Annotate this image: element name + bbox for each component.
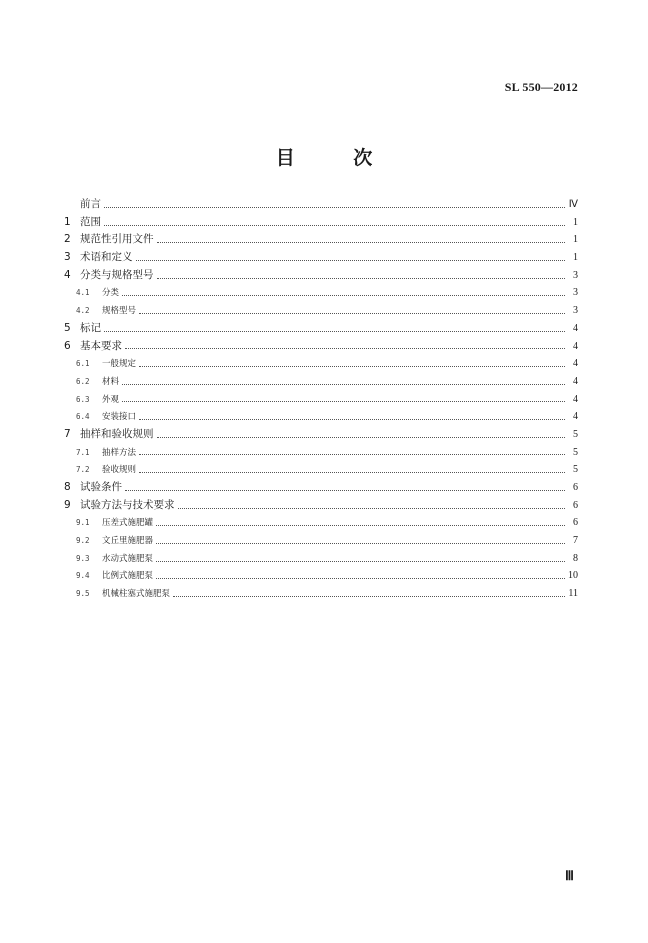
toc-entry-number: 2 [64, 233, 71, 246]
toc-entry-label: 分类 [102, 288, 120, 299]
toc-entry-number: 9.4 [76, 571, 90, 581]
toc-entry[interactable] [64, 338, 578, 356]
toc-entry[interactable] [64, 249, 578, 267]
toc-entry-page: 5 [573, 464, 578, 476]
toc-entry-page: 3 [573, 269, 578, 281]
toc-entry-number: 4.2 [76, 306, 90, 316]
toc-dot-leader [157, 241, 566, 243]
toc-entry-number: 6.4 [76, 412, 90, 422]
toc-entry-number: 9 [64, 498, 71, 511]
toc-entry[interactable] [64, 302, 578, 320]
toc-entry-page: 6 [573, 517, 578, 529]
toc-entry-page: 1 [573, 216, 578, 228]
toc-entry[interactable] [64, 355, 578, 373]
toc-entry-label: 水动式施肥泵 [102, 553, 154, 564]
toc-entry-number: 6 [64, 339, 71, 352]
toc-entry-number: 4.1 [76, 288, 90, 298]
toc-entry-label: 试验方法与技术要求 [80, 498, 175, 511]
toc-dot-leader [125, 347, 565, 349]
toc-dot-leader [173, 595, 565, 597]
toc-entry-page: 1 [573, 234, 578, 246]
toc-entry-number: 1 [64, 215, 71, 228]
toc-entry-label: 一般规定 [102, 359, 137, 370]
toc-entry-label: 比例式施肥泵 [102, 571, 154, 582]
toc-entry[interactable] [64, 373, 578, 391]
toc-entry-label: 术语和定义 [80, 251, 133, 264]
toc-entry-page: 11 [568, 588, 578, 600]
toc-entry-label: 外观 [102, 394, 120, 405]
toc-entry[interactable] [64, 231, 578, 249]
toc-entry[interactable] [64, 479, 578, 497]
toc-dot-leader [122, 400, 565, 402]
toc-entry-label: 基本要求 [80, 339, 122, 352]
toc-dot-leader [104, 330, 565, 332]
toc-entry-number: 7 [64, 427, 71, 440]
toc-entry-number: 4 [64, 268, 71, 281]
toc-entry-page: 4 [573, 411, 578, 423]
toc-entry-page: 10 [568, 570, 578, 582]
toc-entry[interactable] [64, 196, 578, 214]
toc-dot-leader [139, 418, 565, 420]
toc-dot-leader [156, 542, 565, 544]
toc-entry-number: 6.3 [76, 394, 90, 404]
toc-entry-number: 6.1 [76, 359, 90, 369]
toc-entry-label: 压差式施肥罐 [102, 518, 154, 529]
toc-dot-leader [139, 471, 565, 473]
toc-entry-page: 8 [573, 552, 578, 564]
toc-entry-label: 试验条件 [80, 481, 122, 493]
toc-entry[interactable] [64, 585, 578, 603]
toc-entry[interactable] [64, 408, 578, 426]
toc-entry-page: 5 [573, 428, 578, 440]
toc-entry-label: 分类与规格型号 [80, 268, 154, 281]
toc-entry[interactable] [64, 444, 578, 462]
toc-entry-label: 标记 [80, 321, 101, 334]
toc-entry-number: 9.1 [76, 518, 90, 528]
toc-entry[interactable] [64, 320, 578, 338]
toc-entry-number: 5 [64, 321, 71, 334]
toc-entry-label: 规范性引用文件 [80, 233, 154, 246]
toc-entry-page: 4 [573, 340, 578, 352]
toc-entry[interactable] [64, 550, 578, 568]
toc-entry-label: 机械柱塞式施肥泵 [102, 589, 171, 600]
toc-dot-leader [125, 489, 565, 491]
toc-entry-number: 3 [64, 251, 71, 264]
toc-dot-leader [139, 453, 565, 455]
toc-entry-label: 规格型号 [102, 306, 137, 317]
table-of-contents [64, 196, 578, 603]
toc-dot-leader [139, 312, 565, 314]
toc-entry-number: 9.3 [76, 553, 90, 563]
toc-entry-number: 8 [64, 481, 71, 493]
toc-entry-page: 4 [573, 393, 578, 405]
toc-entry-label: 验收规则 [102, 465, 137, 476]
toc-entry-number: 7.1 [76, 447, 90, 457]
toc-entry-page: 5 [573, 446, 578, 458]
page-number: Ⅲ [565, 868, 574, 883]
toc-dot-leader [104, 206, 565, 208]
toc-dot-leader [139, 365, 565, 367]
toc-entry[interactable] [64, 532, 578, 550]
toc-entry-page: 3 [573, 305, 578, 317]
toc-entry-label: 前言 [80, 198, 101, 210]
toc-entry-number: 7.2 [76, 465, 90, 475]
toc-dot-leader [122, 294, 565, 296]
toc-dot-leader [104, 224, 565, 226]
page-title: 目 次 [275, 147, 399, 169]
toc-entry-page: 7 [573, 535, 578, 547]
toc-entry[interactable] [64, 567, 578, 585]
toc-entry-number: 9.2 [76, 536, 90, 546]
toc-dot-leader [136, 259, 566, 261]
toc-entry-label: 文丘里施肥器 [102, 536, 154, 547]
toc-entry-label: 安装接口 [102, 412, 137, 423]
toc-dot-leader [122, 383, 565, 385]
toc-entry-label: 材料 [102, 376, 120, 387]
toc-entry-page: 6 [573, 499, 578, 511]
toc-entry-number: 6.2 [76, 376, 90, 386]
toc-entry[interactable] [64, 391, 578, 409]
toc-entry-page: 6 [573, 482, 578, 493]
toc-dot-leader [178, 507, 566, 509]
toc-entry[interactable] [64, 461, 578, 479]
toc-entry[interactable] [64, 514, 578, 532]
toc-entry-page: 1 [573, 252, 578, 264]
toc-entry-page: 3 [573, 287, 578, 299]
toc-entry-number: 9.5 [76, 589, 90, 599]
toc-entry-page: 4 [573, 322, 578, 334]
toc-dot-leader [157, 436, 566, 438]
toc-entry[interactable] [64, 426, 578, 444]
toc-entry-label: 范围 [80, 215, 101, 228]
toc-dot-leader [156, 524, 565, 526]
toc-dot-leader [157, 277, 566, 279]
toc-entry[interactable] [64, 497, 578, 515]
toc-dot-leader [156, 577, 565, 579]
toc-entry-page: 4 [573, 358, 578, 370]
toc-entry-label: 抽样方法 [102, 447, 137, 458]
toc-entry-page: Ⅳ [568, 199, 578, 210]
toc-entry-page: 4 [573, 375, 578, 387]
standard-code: SL 550—2012 [504, 80, 578, 94]
toc-entry-label: 抽样和验收规则 [80, 427, 154, 440]
toc-entry[interactable] [64, 214, 578, 232]
toc-entry[interactable] [64, 284, 578, 302]
toc-entry[interactable] [64, 267, 578, 285]
toc-dot-leader [156, 560, 565, 562]
